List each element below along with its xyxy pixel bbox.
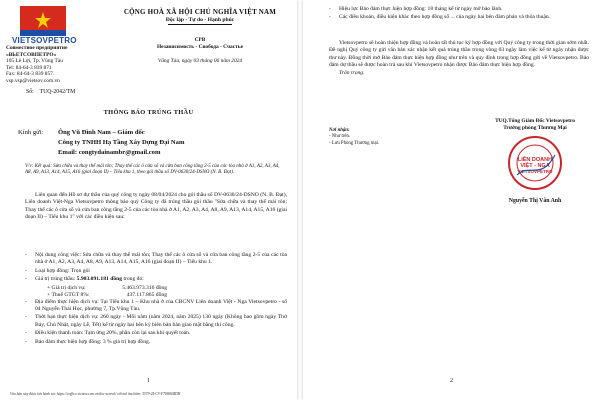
ru-motto: Независимость - Свобода - Счастье bbox=[156, 43, 244, 50]
national-title: CỘNG HOÀ XÃ HỘI CHỦ NGHĨA VIỆT NAM bbox=[123, 8, 277, 16]
addressee-name: Ông Vũ Đình Nam – Giám đốc bbox=[58, 129, 145, 136]
recipient-item: - Như trên. bbox=[329, 134, 351, 140]
list-item: - Điều kiện thanh toán: Tạm ứng 20%, phần còn lại sau khi quyết toán. bbox=[25, 330, 191, 337]
page-number: 2 bbox=[450, 378, 453, 384]
document-title: THÔNG BÁO TRÚNG THẦU bbox=[103, 109, 194, 116]
body-paragraphs bbox=[25, 192, 287, 222]
price-item: - Giá trị trúng thầu: 5.903.091.181 đồng trong đó: bbox=[25, 276, 144, 283]
org-address: 105 Lê Lợi, Tp. Vũng Tàu bbox=[6, 58, 63, 65]
doc-no-label: Số: bbox=[26, 89, 34, 95]
signature-block bbox=[477, 118, 593, 204]
company-header bbox=[6, 6, 94, 85]
closing: Trân trọng. bbox=[339, 69, 365, 76]
conditions-list bbox=[25, 252, 287, 347]
org-line: «ВЬЕТСОВПЕТРО» bbox=[6, 51, 57, 58]
doc-no-value: TUQ-2042/TM bbox=[39, 89, 76, 95]
recipient-item: - Lưu Phòng Thương mại. bbox=[329, 140, 380, 146]
addressee-block bbox=[18, 128, 288, 158]
vietsovpetro-logo-icon bbox=[20, 6, 66, 36]
price-value: 5.903.091.181 đồng bbox=[76, 276, 123, 283]
svg-text:LIÊN DOANH: LIÊN DOANH bbox=[517, 157, 553, 164]
document-page-1 bbox=[0, 0, 297, 400]
signer-name: Nguyễn Thị Vân Anh bbox=[508, 198, 562, 205]
addressee-key bbox=[18, 138, 58, 148]
recipients bbox=[329, 128, 379, 147]
price-label: Giá trị trúng thầu: bbox=[35, 276, 76, 283]
org-phone: Tel: 84-64-3 839 871 bbox=[6, 64, 52, 71]
price-suffix: trong đó: bbox=[123, 276, 144, 283]
addressee-company: Công ty TNHH Hạ Tầng Xây Dựng Đại Nam bbox=[58, 139, 185, 146]
conditions-list-continued bbox=[329, 6, 589, 23]
addressee-key: Kính gửi: bbox=[18, 129, 44, 136]
brand-name: VIETSOVPETRO bbox=[12, 36, 77, 45]
recipients-heading: Nơi nhận: bbox=[329, 128, 350, 133]
org-fax: Fax: 84-64-3 839 857. bbox=[6, 71, 55, 78]
svg-text:VIETSOVPETRO: VIETSOVPETRO bbox=[517, 169, 553, 175]
list-item: - Các điều khoản, điều kiện khác theo hợp đồng số ... của ngày hai bên đàm phán và thỏa thuận. bbox=[329, 14, 551, 21]
document-number bbox=[26, 89, 75, 95]
svg-text:VIỆT - NGA: VIỆT - NGA bbox=[520, 163, 550, 170]
list-item: - Nội dung công việc: Sửa chữa và thay thế mái tôn; Thay thế các ô cửa sổ và cửa ban công tầng 2-5 của các tòa nhà ở A1, A2, A3, A4, A8, A9, A13, A14, A15, A16 (giai đoạn II) – Tiểu khu 1. bbox=[25, 252, 287, 266]
list-item: - Địa điểm thực hiện dịch vụ: Tại Tiểu khu 1 – Khu nhà ở của CBCNV Liên doanh Việt - Nga Vietsovpetro - số 04 Nguyễn Thái Học, phường 7, Tp.Vũng Tàu. bbox=[25, 298, 287, 313]
company-stamp-icon bbox=[507, 135, 563, 191]
addressee-email: Email: congtydainambr@gmail.com bbox=[58, 149, 161, 156]
list-item: - Loại hợp đồng: Trọn gói bbox=[25, 267, 90, 274]
subject-line: V/v: Kết quả: Sửa chữa và thay thế mái tôn; Thay thế các ô cửa sổ và cửa ban công tầng 2-5 của các tòa nhà ở A1, A2, A3, A4, A8, A9, A13, A14, A15, A16 (giai đoạn II) – Tiểu khu 1, theo gói thầu số DV-0630/24-DSNO (N. B. Đạt). bbox=[25, 164, 280, 176]
document-page-2 bbox=[303, 0, 600, 400]
price-row: + Giá trị dịch vụ: 5.463.973.316 đồng bbox=[47, 284, 167, 291]
list-item: - Thời hạn thực hiện dịch vụ: 260 ngày - Mỗi năm (năm 2024, năm 2025) 130 ngày (Không bao gồm ngày Thứ Bảy, Chủ Nhật, ngày Lễ, Tết) kể từ ngày hai bên ký biên bản bàn giao mặt bằng thi công. bbox=[25, 314, 287, 328]
footer-note: Văn bản này được lưu hành tại: https://eoffice.vietsov.com.vn/doc-search/ với mã tìm kiếm: 5579-24-CV-F78696MDH bbox=[10, 392, 181, 396]
sign-title: TUQ.Tổng Giám Đốc Vietsovpetro bbox=[495, 118, 575, 124]
place-date: Vũng Tàu, ngày 03 tháng 06 năm 2024 bbox=[157, 58, 243, 65]
addressee-key bbox=[18, 148, 58, 158]
price-row: + Thuế GTGT 8%: 437.117.865 đồng bbox=[47, 291, 167, 298]
body-paragraph: Liên quan đến Hồ sơ dự thầu của quý công ty ngày 08/04/2024 cho gói thầu số DV-0630/24-DSNO (N. B. Đạt), Liên doanh Việt-Nga Vietsovpetro thông báo quý Công ty đã trúng thầu gói thầu "Sửa chữa và thay thế mái tôn; Thay thế các ô cửa sổ và cửa ban công tầng 2-5 của các tòa nhà ở A1, A2, A3, A4, A8, A9, A13, A14, A15, A16 (giai đoạn II) – Tiểu khu 1" với các điều kiện sau: bbox=[25, 192, 287, 221]
list-item: - Hiệu lực Bảo đảm thực hiện hợp đồng: 18 tháng kể từ ngày mở bảo lãnh. bbox=[329, 6, 503, 12]
list-item: - Bảo đảm thực hiện hợp đồng: 3 % giá trị hợp đồng. bbox=[25, 338, 151, 345]
sign-subtitle: Trưởng phòng Thương Mại bbox=[503, 124, 567, 131]
org-email: vsp.vsp@vietsov.com.vn bbox=[6, 77, 60, 84]
national-motto: Độc lập - Tự do - Hạnh phúc bbox=[165, 17, 235, 23]
ru-country: СРВ bbox=[194, 37, 206, 43]
divider bbox=[168, 24, 232, 25]
body-paragraphs bbox=[329, 40, 589, 77]
national-header bbox=[110, 8, 290, 64]
org-line: Совместное предприятие bbox=[6, 45, 68, 51]
page-number: 1 bbox=[147, 378, 150, 384]
body-paragraph: Vietsovpetro sẽ hoàn thiện hợp đồng và hoàn tất thủ tục ký hợp đồng với Quý công ty trong thời gian sớm nhất. Đề nghị Quý công ty gửi văn bản xác nhận kết quả trúng thầu trong vòng 03 ngày làm việc kể từ ngày nhận được thư này. Đồng thời mở Bảo đảm thực hiện hợp đồng như trên và quy định trong hợp đồng gửi về Vietsovpetro. Bảo đảm dự thầu sẽ được hoàn trả sau khi Vietsovpetro nhận được Bảo đảm thực hiện hợp đồng. bbox=[329, 40, 589, 69]
